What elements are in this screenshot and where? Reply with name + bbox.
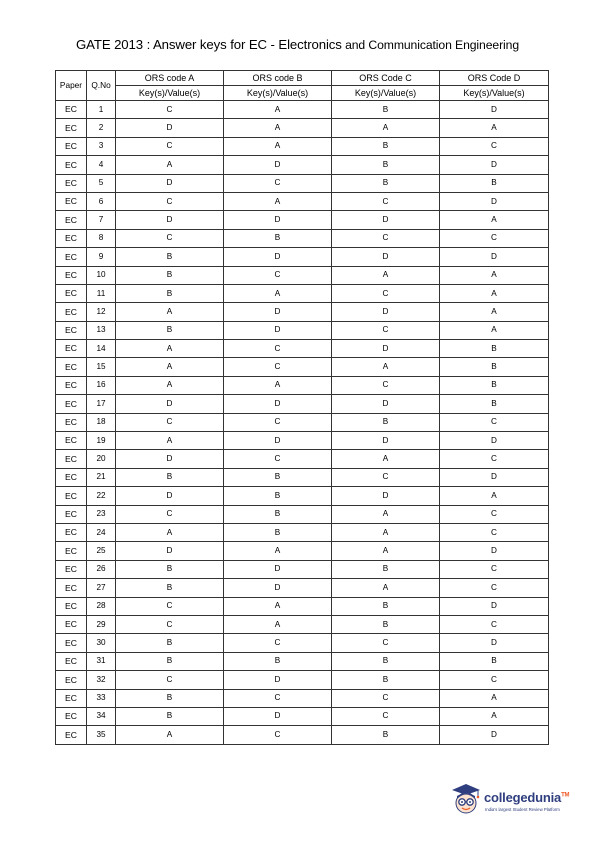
cell-key-code-b: C xyxy=(224,266,332,284)
cell-question-number: 3 xyxy=(87,137,116,155)
page-title xyxy=(0,37,595,52)
cell-key-code-d: D xyxy=(440,542,549,560)
cell-key-code-a: D xyxy=(116,119,224,137)
table-row xyxy=(56,413,549,431)
cell-key-code-a: C xyxy=(116,615,224,633)
cell-key-code-a: A xyxy=(116,432,224,450)
cell-key-code-b: C xyxy=(224,726,332,744)
table-row xyxy=(56,156,549,174)
subheader-keys-b: Key(s)/Value(s) xyxy=(224,86,332,101)
cell-paper: EC xyxy=(56,726,87,744)
cell-key-code-c: A xyxy=(332,542,440,560)
cell-paper: EC xyxy=(56,303,87,321)
table-row xyxy=(56,174,549,192)
cell-key-code-d: C xyxy=(440,137,549,155)
cell-question-number: 15 xyxy=(87,358,116,376)
table-row xyxy=(56,615,549,633)
cell-key-code-a: C xyxy=(116,101,224,119)
cell-key-code-a: A xyxy=(116,358,224,376)
cell-key-code-c: A xyxy=(332,523,440,541)
cell-key-code-a: A xyxy=(116,303,224,321)
cell-key-code-b: D xyxy=(224,321,332,339)
subheader-keys-c: Key(s)/Value(s) xyxy=(332,86,440,101)
cell-paper: EC xyxy=(56,358,87,376)
cell-key-code-a: A xyxy=(116,726,224,744)
cell-key-code-d: D xyxy=(440,634,549,652)
cell-key-code-c: D xyxy=(332,432,440,450)
cell-question-number: 31 xyxy=(87,652,116,670)
table-row xyxy=(56,340,549,358)
cell-paper: EC xyxy=(56,523,87,541)
table-row xyxy=(56,229,549,247)
cell-key-code-b: A xyxy=(224,101,332,119)
cell-key-code-a: D xyxy=(116,174,224,192)
cell-key-code-c: D xyxy=(332,303,440,321)
table-row xyxy=(56,689,549,707)
table-row xyxy=(56,137,549,155)
cell-key-code-d: C xyxy=(440,579,549,597)
cell-key-code-a: C xyxy=(116,137,224,155)
cell-question-number: 34 xyxy=(87,707,116,725)
cell-key-code-d: D xyxy=(440,192,549,210)
cell-key-code-d: B xyxy=(440,652,549,670)
cell-key-code-d: A xyxy=(440,689,549,707)
cell-key-code-d: C xyxy=(440,671,549,689)
cell-question-number: 7 xyxy=(87,211,116,229)
table-row xyxy=(56,523,549,541)
cell-question-number: 30 xyxy=(87,634,116,652)
cell-key-code-c: D xyxy=(332,340,440,358)
table-row xyxy=(56,303,549,321)
cell-key-code-d: D xyxy=(440,156,549,174)
cell-key-code-b: B xyxy=(224,652,332,670)
cell-key-code-c: A xyxy=(332,358,440,376)
cell-key-code-c: B xyxy=(332,174,440,192)
table-row xyxy=(56,376,549,394)
cell-question-number: 25 xyxy=(87,542,116,560)
cell-key-code-b: D xyxy=(224,395,332,413)
cell-paper: EC xyxy=(56,192,87,210)
table-row xyxy=(56,432,549,450)
table-row xyxy=(56,707,549,725)
cell-key-code-b: D xyxy=(224,560,332,578)
table-row xyxy=(56,542,549,560)
table-row xyxy=(56,652,549,670)
cell-paper: EC xyxy=(56,156,87,174)
table-row xyxy=(56,726,549,744)
cell-paper: EC xyxy=(56,376,87,394)
cell-key-code-a: C xyxy=(116,192,224,210)
cell-key-code-c: A xyxy=(332,450,440,468)
cell-question-number: 16 xyxy=(87,376,116,394)
cell-key-code-a: B xyxy=(116,266,224,284)
cell-key-code-d: C xyxy=(440,560,549,578)
cell-key-code-a: A xyxy=(116,523,224,541)
cell-paper: EC xyxy=(56,560,87,578)
cell-key-code-d: B xyxy=(440,376,549,394)
table-row xyxy=(56,468,549,486)
table-row xyxy=(56,119,549,137)
table-row xyxy=(56,505,549,523)
cell-key-code-b: C xyxy=(224,174,332,192)
cell-key-code-d: D xyxy=(440,726,549,744)
cell-paper: EC xyxy=(56,542,87,560)
cell-question-number: 19 xyxy=(87,432,116,450)
header-qno: Q.No xyxy=(87,71,116,101)
cell-paper: EC xyxy=(56,652,87,670)
cell-key-code-c: B xyxy=(332,726,440,744)
table-row xyxy=(56,597,549,615)
cell-key-code-d: A xyxy=(440,119,549,137)
cell-paper: EC xyxy=(56,119,87,137)
cell-question-number: 2 xyxy=(87,119,116,137)
cell-question-number: 29 xyxy=(87,615,116,633)
cell-question-number: 28 xyxy=(87,597,116,615)
cell-key-code-b: A xyxy=(224,137,332,155)
cell-key-code-b: C xyxy=(224,689,332,707)
cell-key-code-a: A xyxy=(116,376,224,394)
cell-question-number: 10 xyxy=(87,266,116,284)
answer-key-body xyxy=(56,101,549,745)
table-row xyxy=(56,487,549,505)
cell-paper: EC xyxy=(56,284,87,302)
cell-key-code-a: B xyxy=(116,634,224,652)
cell-key-code-b: C xyxy=(224,340,332,358)
cell-question-number: 35 xyxy=(87,726,116,744)
header-row xyxy=(56,71,549,86)
cell-key-code-d: C xyxy=(440,505,549,523)
cell-key-code-d: B xyxy=(440,395,549,413)
table-row xyxy=(56,101,549,119)
subheader-keys-d: Key(s)/Value(s) xyxy=(440,86,549,101)
cell-key-code-a: D xyxy=(116,487,224,505)
cell-key-code-c: A xyxy=(332,119,440,137)
logo-name-text: collegedunia xyxy=(484,790,562,805)
cell-key-code-d: C xyxy=(440,523,549,541)
cell-key-code-c: D xyxy=(332,248,440,266)
cell-key-code-d: B xyxy=(440,174,549,192)
cell-question-number: 1 xyxy=(87,101,116,119)
cell-key-code-c: D xyxy=(332,211,440,229)
answer-key-table xyxy=(55,70,549,745)
cell-key-code-d: C xyxy=(440,450,549,468)
cell-paper: EC xyxy=(56,707,87,725)
cell-key-code-a: C xyxy=(116,505,224,523)
cell-key-code-a: C xyxy=(116,229,224,247)
table-row xyxy=(56,321,549,339)
cell-question-number: 26 xyxy=(87,560,116,578)
table-row xyxy=(56,450,549,468)
cell-question-number: 8 xyxy=(87,229,116,247)
cell-key-code-c: B xyxy=(332,101,440,119)
cell-key-code-b: A xyxy=(224,542,332,560)
cell-key-code-d: C xyxy=(440,413,549,431)
cell-question-number: 33 xyxy=(87,689,116,707)
table-row xyxy=(56,579,549,597)
collegedunia-logo xyxy=(451,783,576,823)
cell-question-number: 21 xyxy=(87,468,116,486)
table-row xyxy=(56,395,549,413)
table-row xyxy=(56,358,549,376)
cell-paper: EC xyxy=(56,597,87,615)
cell-key-code-d: D xyxy=(440,248,549,266)
cell-paper: EC xyxy=(56,505,87,523)
header-ors-code-a: ORS code A xyxy=(116,71,224,86)
table-row xyxy=(56,211,549,229)
cell-key-code-d: A xyxy=(440,303,549,321)
cell-key-code-c: C xyxy=(332,468,440,486)
logo-wordmark xyxy=(484,790,569,805)
cell-key-code-c: D xyxy=(332,395,440,413)
cell-key-code-c: A xyxy=(332,505,440,523)
cell-key-code-b: A xyxy=(224,284,332,302)
cell-question-number: 9 xyxy=(87,248,116,266)
table-row xyxy=(56,248,549,266)
cell-key-code-d: A xyxy=(440,211,549,229)
cell-key-code-b: D xyxy=(224,432,332,450)
cell-key-code-b: C xyxy=(224,358,332,376)
cell-key-code-b: B xyxy=(224,487,332,505)
cell-key-code-d: C xyxy=(440,229,549,247)
cell-key-code-a: B xyxy=(116,689,224,707)
cell-key-code-c: C xyxy=(332,689,440,707)
cell-question-number: 20 xyxy=(87,450,116,468)
cell-key-code-b: D xyxy=(224,671,332,689)
cell-paper: EC xyxy=(56,101,87,119)
cell-question-number: 17 xyxy=(87,395,116,413)
cell-key-code-a: B xyxy=(116,248,224,266)
cell-key-code-d: B xyxy=(440,358,549,376)
cell-key-code-a: A xyxy=(116,340,224,358)
cell-key-code-a: C xyxy=(116,413,224,431)
table-row xyxy=(56,671,549,689)
cell-paper: EC xyxy=(56,174,87,192)
cell-paper: EC xyxy=(56,615,87,633)
cell-key-code-a: B xyxy=(116,560,224,578)
cell-key-code-b: B xyxy=(224,523,332,541)
cell-paper: EC xyxy=(56,487,87,505)
title-rest: and Communication Engineering xyxy=(341,38,519,52)
cell-key-code-b: B xyxy=(224,505,332,523)
cell-key-code-d: A xyxy=(440,266,549,284)
cell-key-code-b: D xyxy=(224,156,332,174)
cell-key-code-d: A xyxy=(440,487,549,505)
cell-question-number: 6 xyxy=(87,192,116,210)
cell-key-code-a: D xyxy=(116,211,224,229)
cell-key-code-c: B xyxy=(332,652,440,670)
cell-key-code-c: B xyxy=(332,671,440,689)
table-row xyxy=(56,266,549,284)
header-ors-code-d: ORS Code D xyxy=(440,71,549,86)
cell-key-code-c: B xyxy=(332,597,440,615)
cell-paper: EC xyxy=(56,266,87,284)
cell-key-code-a: D xyxy=(116,395,224,413)
cell-key-code-a: C xyxy=(116,671,224,689)
cell-key-code-c: C xyxy=(332,321,440,339)
subheader-row xyxy=(56,86,549,101)
cell-key-code-b: A xyxy=(224,597,332,615)
cell-paper: EC xyxy=(56,211,87,229)
cell-key-code-b: C xyxy=(224,450,332,468)
cell-key-code-c: B xyxy=(332,137,440,155)
cell-key-code-c: C xyxy=(332,376,440,394)
cell-question-number: 22 xyxy=(87,487,116,505)
cell-question-number: 18 xyxy=(87,413,116,431)
cell-key-code-c: C xyxy=(332,192,440,210)
cell-key-code-c: C xyxy=(332,284,440,302)
cell-key-code-b: A xyxy=(224,192,332,210)
cell-paper: EC xyxy=(56,229,87,247)
cell-key-code-d: A xyxy=(440,284,549,302)
cell-key-code-c: C xyxy=(332,634,440,652)
header-ors-code-b: ORS code B xyxy=(224,71,332,86)
cell-paper: EC xyxy=(56,468,87,486)
title-main: GATE 2013 : Answer keys for EC - Electronics xyxy=(75,37,342,52)
cell-key-code-b: C xyxy=(224,634,332,652)
cell-key-code-d: D xyxy=(440,468,549,486)
cell-question-number: 11 xyxy=(87,284,116,302)
cell-question-number: 5 xyxy=(87,174,116,192)
logo-trademark: TM xyxy=(561,792,570,799)
table-row xyxy=(56,284,549,302)
cell-key-code-a: D xyxy=(116,542,224,560)
cell-paper: EC xyxy=(56,671,87,689)
cell-key-code-b: B xyxy=(224,229,332,247)
cell-key-code-d: D xyxy=(440,101,549,119)
cell-question-number: 13 xyxy=(87,321,116,339)
cell-question-number: 12 xyxy=(87,303,116,321)
cell-paper: EC xyxy=(56,395,87,413)
header-paper: Paper xyxy=(56,71,87,101)
cell-key-code-d: A xyxy=(440,707,549,725)
cell-key-code-a: B xyxy=(116,652,224,670)
cell-paper: EC xyxy=(56,137,87,155)
cell-key-code-d: D xyxy=(440,597,549,615)
cell-key-code-b: D xyxy=(224,707,332,725)
cell-key-code-b: B xyxy=(224,468,332,486)
logo-tagline: India's largest Student Review Platform xyxy=(485,807,560,812)
cell-key-code-b: D xyxy=(224,211,332,229)
cell-key-code-a: D xyxy=(116,450,224,468)
cell-key-code-b: D xyxy=(224,248,332,266)
cell-key-code-a: A xyxy=(116,156,224,174)
cell-paper: EC xyxy=(56,413,87,431)
cell-paper: EC xyxy=(56,450,87,468)
cell-paper: EC xyxy=(56,248,87,266)
cell-key-code-c: B xyxy=(332,156,440,174)
cell-key-code-a: B xyxy=(116,579,224,597)
cell-key-code-b: D xyxy=(224,303,332,321)
cell-key-code-a: B xyxy=(116,468,224,486)
cell-key-code-a: B xyxy=(116,707,224,725)
cell-key-code-b: D xyxy=(224,579,332,597)
cell-key-code-c: A xyxy=(332,579,440,597)
cell-key-code-b: A xyxy=(224,119,332,137)
cell-paper: EC xyxy=(56,321,87,339)
cell-key-code-d: C xyxy=(440,615,549,633)
cell-key-code-d: D xyxy=(440,432,549,450)
cell-key-code-c: D xyxy=(332,487,440,505)
table-row xyxy=(56,634,549,652)
header-ors-code-c: ORS Code C xyxy=(332,71,440,86)
cell-key-code-c: C xyxy=(332,229,440,247)
cell-key-code-c: A xyxy=(332,266,440,284)
cell-key-code-c: B xyxy=(332,413,440,431)
cell-paper: EC xyxy=(56,579,87,597)
cell-key-code-c: C xyxy=(332,707,440,725)
cell-paper: EC xyxy=(56,340,87,358)
table-row xyxy=(56,192,549,210)
cell-key-code-a: B xyxy=(116,321,224,339)
cell-key-code-c: B xyxy=(332,560,440,578)
cell-key-code-a: C xyxy=(116,597,224,615)
cell-key-code-b: A xyxy=(224,615,332,633)
cell-question-number: 32 xyxy=(87,671,116,689)
cell-key-code-a: B xyxy=(116,284,224,302)
cell-question-number: 27 xyxy=(87,579,116,597)
cell-key-code-d: B xyxy=(440,340,549,358)
subheader-keys-a: Key(s)/Value(s) xyxy=(116,86,224,101)
cell-question-number: 14 xyxy=(87,340,116,358)
graduate-mascot-icon xyxy=(451,783,481,817)
cell-key-code-b: C xyxy=(224,413,332,431)
cell-paper: EC xyxy=(56,634,87,652)
cell-question-number: 23 xyxy=(87,505,116,523)
cell-key-code-d: A xyxy=(440,321,549,339)
cell-key-code-b: A xyxy=(224,376,332,394)
cell-question-number: 4 xyxy=(87,156,116,174)
cell-key-code-c: B xyxy=(332,615,440,633)
cell-paper: EC xyxy=(56,432,87,450)
cell-paper: EC xyxy=(56,689,87,707)
table-row xyxy=(56,560,549,578)
cell-question-number: 24 xyxy=(87,523,116,541)
